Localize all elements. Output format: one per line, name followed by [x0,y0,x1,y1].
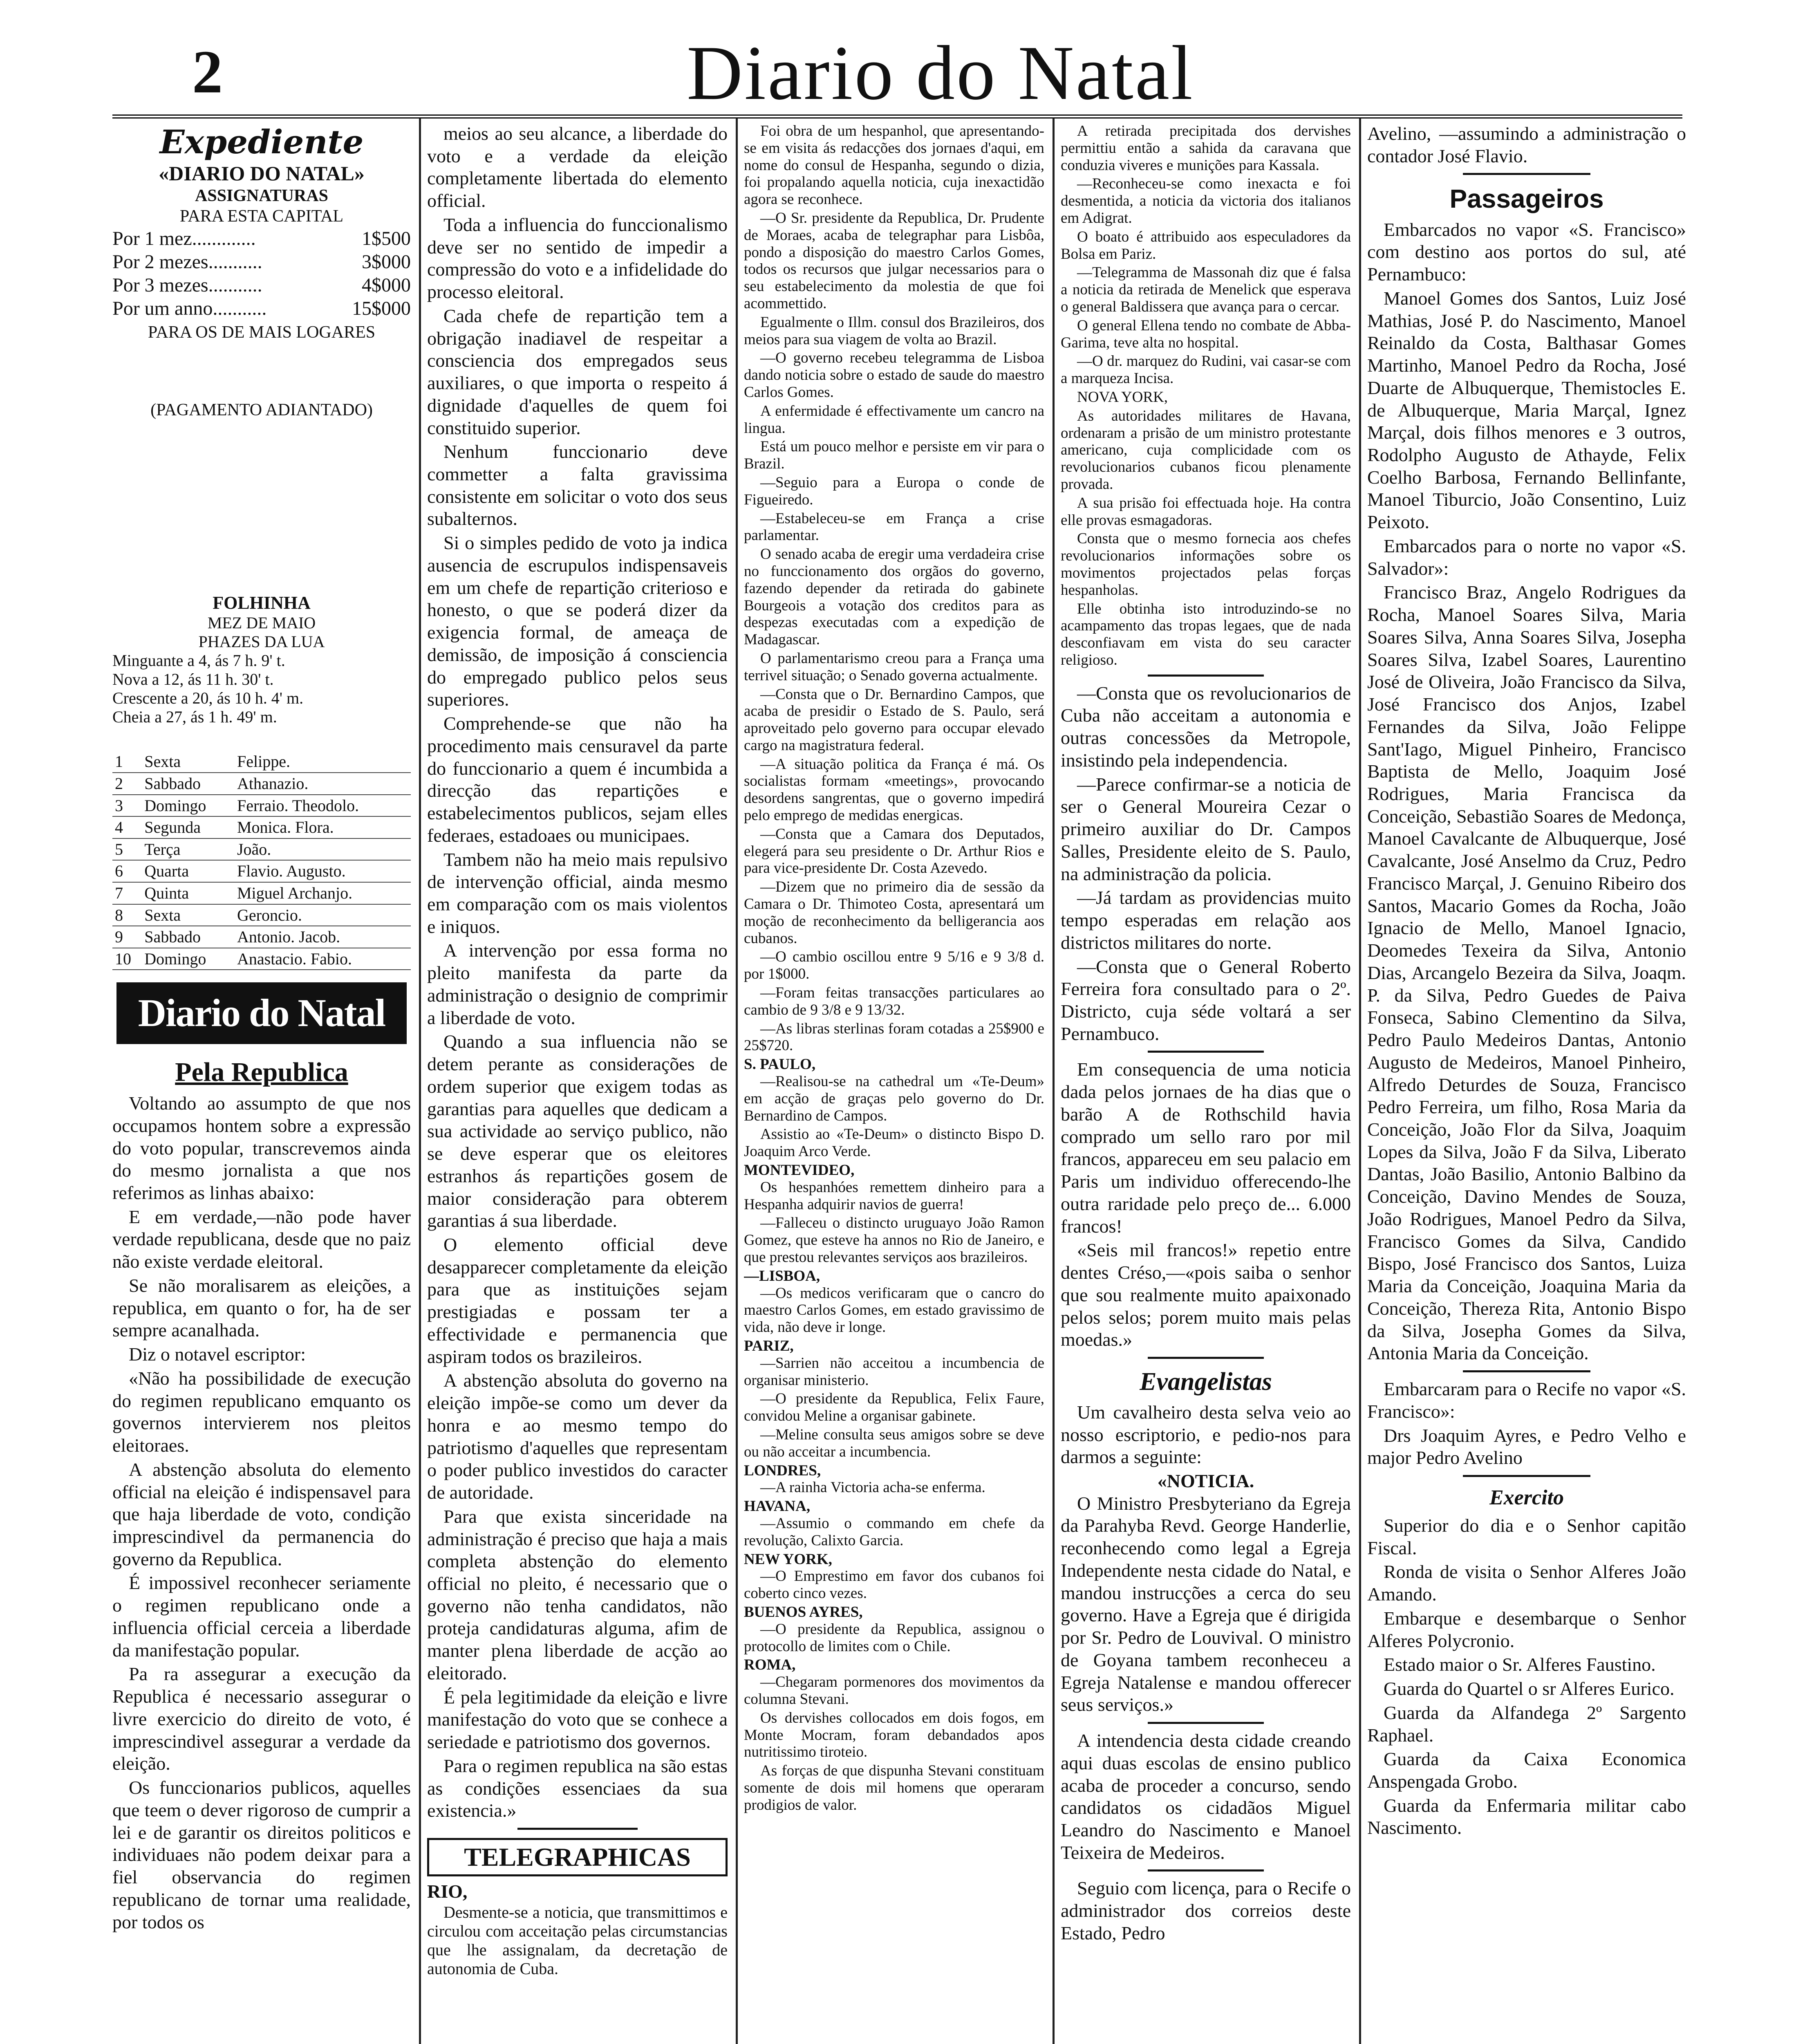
article-paragraph: meios ao seu alcance, a liberdade do voto e a verdade da eleição completamente libertada do elemento official. [427,123,728,211]
assignaturas-label: ASSIGNATURAS [195,186,328,205]
evangelistas-intro: Um cavalheiro desta selva veio ao nosso escriptorio, e pedio-nos para darmos a seguinte: [1061,1401,1351,1468]
exercito-heading: Exercito [1489,1486,1564,1510]
montevideo-text: Os hespanhóes remettem dinheiro para a Hespanha adquirir navios de guerra! [744,1179,1044,1213]
telegram-item: —Reconheceu-se como inexacta e foi desmentida, a noticia da victoria dos italianos em Adigrat. [1061,175,1351,226]
telegram-items [744,123,1044,1054]
calendar-row [112,773,411,795]
telegram-item: Egualmente o Illm. consul dos Brazileiros, dos meios para sua viagem de volta ao Brazil. [744,314,1044,348]
article-paragraph: A intervenção por essa forma no pleito manifesta da parte da administração o designio de comprimir a liberdade de voto. [427,940,728,1028]
passageiros-heading: Passageiros [1449,184,1604,214]
lisboa-text: —Os medicos verificaram que o cancro do maestro Carlos Gomes, em estado gravissimo de vida, não deve ir longe. [744,1284,1044,1336]
telegram-item: —Dizem que no primeiro dia de sessão da Camara o Dr. Thimoteo Costa, apresentará um moção de reconhecimento da belligerancia aos cubanos. [744,879,1044,947]
calendar-cell: Anastacio. Fabio. [235,948,411,970]
price-list [112,227,411,320]
news-item: —Já tardam as providencias muito tempo esperadas em relação aos districtos militares do norte. [1061,887,1351,953]
telegram-item: Elle obtinha isto introduzindo-se no acampamento das tropas legaes, que de nada desconfiavam em vista do seu caracter religioso. [1061,600,1351,668]
telegram-item: —Seguio para a Europa o conde de Figueiredo. [744,474,1044,508]
story-paragraph: «Seis mil francos!» repetio entre dentes Créso,—«pois saiba o senhor que sou realmente muito apaixonado pelos selos; porem muito mais pelas moedas.» [1061,1239,1351,1350]
calendar-cell: Sabbado [142,773,235,795]
calendar-row [112,926,411,948]
telegram-item: A sua prisão foi effectuada hoje. Ha contra elle provas esmagadoras. [1061,494,1351,529]
roma-text3: As forças de que dispunha Stevani constituam somente de dois mil homens que operaram prodigios de valor. [744,1762,1044,1813]
calendar-cell: 8 [112,904,142,926]
column-expediente [112,123,411,2044]
calendar-row [112,860,411,882]
telegram-item: NOVA YORK, [1077,388,1168,406]
moon-phase: Crescente a 20, ás 10 h. 4' m. [112,689,304,708]
article-paragraph: Pa ra assegurar a execução da Republica é necessario assegurar o livre exercicio do direito de voto, é imprescindivel assegurar a verdade da eleição. [112,1663,411,1774]
page-number: 2 [192,38,223,106]
price-value: 4$000 [362,274,411,296]
havana-text: —Assumio o commando em chefe da revolução, Calixto Garcia. [744,1515,1044,1549]
article-paragraph: Toda a influencia do funccionalismo deve ser no sentido de impedir a compressão do voto e a infidelidade do processo eleitoral. [427,214,728,303]
telegram-item: —Telegramma de Massonah diz que é falsa a noticia da retirada de Menelick que esperava o general Baldissera que avança para o cercar. [1061,264,1351,315]
calendar-cell: Felippe. [235,751,411,773]
passageiros-intro2: Embarcados para o norte no vapor «S. Salvador»: [1367,535,1686,579]
price-row [112,227,411,250]
calendar-table [112,751,411,970]
exercito-item: Superior do dia e o Senhor capitão Fiscal. [1367,1515,1686,1558]
moon-phase: Nova a 12, ás 11 h. 30' t. [112,670,274,689]
calendar-cell: Domingo [142,948,235,970]
other-places-label: PARA OS DE MAIS LOGARES [148,323,376,342]
article-body [112,1092,411,1933]
intendencia-text: A intendencia desta cidade creando aqui duas escolas de ensino publico acaba de proceder a concurso, sendo candidatos os cidadãos Miguel Leandro do Nascimento e Manoel Teixeira de Medeiros. [1061,1730,1351,1863]
price-row [112,273,411,297]
article-paragraph: «Não ha possibilidade de execução do regimen republicano emquanto os governos intervierem nos pleitos eleitoraes. [112,1367,411,1456]
story-paragraph: Em consequencia de uma noticia dada pelos jornaes de ha dias que o barão A de Rothschild havia comprado um sello raro por mil francos, appareceu em seu palacio em Paris um individuo offerecendo-lhe outra raridade pelo preço de... 6.000 francos! [1061,1059,1351,1237]
buenos-text: —O presidente da Republica, assignou o protocollo de limites com o Chile. [744,1620,1044,1655]
column-news [1061,123,1351,2044]
calendar-cell: 6 [112,860,142,882]
calendar-cell: Athanazio. [235,773,411,795]
calendar-cell: João. [235,838,411,861]
column-article [427,123,728,2044]
month-label: MEZ DE MAIO [207,614,316,632]
price-label: Por um anno........... [112,297,267,319]
telegram-item: Foi obra de um hespanhol, que apresentando-se em visita ás redacções dos jornaes d'aqui, em nome do consul de Hespanha, segundo o dizia, foi propalando aquella noticia, cuja inexactidão agora se reconhece. [744,123,1044,208]
telegram-item: As autoridades militares de Havana, ordenaram a prisão de um ministro protestante americano, cuja complicidade com os revolucionarios cubanos ficou plenamente provada. [1061,407,1351,493]
article-paragraph: A abstenção absoluta do governo na eleição impõe-se como um dever da honra e ao mesmo tempo do patriotismo d'aquelles que representam o poder publico investidos do caracter de autoridade. [427,1370,728,1503]
moon-phases [112,651,411,726]
calendar-cell: Monica. Flora. [235,816,411,838]
pariz-text: —Sarrien não acceitou a incumbencia de organisar ministerio. [744,1354,1044,1389]
news-item: —Consta que o General Roberto Ferreira fora consultado para o 2º. Districto, cuja séde voltará a ser Pernambuco. [1061,956,1351,1044]
article-paragraph: É pela legitimidade da eleição e livre manifestação do voto que se conhece a seriedade e patriotismo dos governos. [427,1686,728,1753]
exercito-item: Guarda da Caixa Economica Anspengada Grobo. [1367,1748,1686,1792]
passageiros-intro: Embarcados no vapor «S. Francisco» com destino aos portos do sul, até Pernambuco: [1367,219,1686,285]
telegram-item: Consta que o mesmo fornecia aos chefes revolucionarios informações sobre os movimentos projectados pelas forças hespanholas. [1061,530,1351,598]
calendar-cell: Terça [142,838,235,861]
calendar-cell: 2 [112,773,142,795]
masthead-title: Diario do Natal [687,30,1194,116]
column-divider [736,119,738,2044]
calendar-cell: Flavio. Augusto. [235,860,411,882]
calendar-cell: 4 [112,816,142,838]
buenos-label: BUENOS AYRES, [744,1603,863,1620]
spaulo-label: S. PAULO, [744,1056,816,1073]
havana-label: HAVANA, [744,1498,811,1515]
calendar-cell: Domingo [142,795,235,817]
price-row [112,250,411,273]
folhinha-label: FOLHINHA [213,593,311,613]
calendar-cell: 3 [112,795,142,817]
telegraph-heading: TELEGRAPHICAS [427,1838,728,1876]
lead-text: Avelino, —assumindo a administração o contador José Flavio. [1367,123,1686,166]
article-paragraph: É impossivel reconhecer seriamente o regimen republicano onde a influencia official cerceia a liberdade da manifestação popular. [112,1572,411,1661]
calendar-row [112,816,411,838]
telegram-item: —As libras sterlinas foram cotadas a 25$900 e 25$720. [744,1020,1044,1054]
roma-label: ROMA, [744,1656,796,1674]
column-divider [1053,119,1055,2044]
news-items [1061,682,1351,1045]
calendar-cell: 7 [112,882,142,904]
exercito-item: Guarda da Alfandega 2º Sargento Raphael. [1367,1702,1686,1746]
calendar-cell: Miguel Archanjo. [235,882,411,904]
calendar-cell: Sabbado [142,926,235,948]
news-item: —Consta que os revolucionarios de Cuba não acceitam a autonomia e outras concessões da Metropole, insistindo pela independencia. [1061,682,1351,771]
article-title: Pela Republica [175,1057,348,1087]
article-paragraph: Voltando ao assumpto de que nos occupamos hontem sobre a expressão do voto popular, transcrevemos ainda do mesmo jornalista a que nos referimos as linhas abaixo: [112,1093,411,1203]
calendar-cell: Antonio. Jacob. [235,926,411,948]
article-paragraph: Diz o notavel escriptor: [129,1344,306,1365]
spaulo-text: —Realisou-se na cathedral um «Te-Deum» em acção de graças pelo governo do Dr. Bernardino de Campos. [744,1073,1044,1124]
article-paragraph: Tambem não ha meio mais repulsivo de intervenção official, ainda mesmo em comparação com os mais violentos e iniquos. [427,849,728,937]
article-paragraph: O elemento official deve desapparecer completamente da eleição para que as instituições sejam prestigiadas e possam ter a effectividade e permanencia que aspiram todos os brazileiros. [427,1234,728,1367]
telegram-item: —O dr. marquez do Rudini, vai casar-se com a marqueza Incisa. [1061,353,1351,387]
article-paragraph: Cada chefe de repartição tem a obrigação inadiavel de respeitar a consciencia dos empregados seus auxiliares, o que importa o respeito á dignidade d'aquelles de quem foi constituido superior. [427,305,728,438]
telegram-item: Está um pouco melhor e persiste em vir para o Brazil. [744,438,1044,473]
calendar-cell: Segunda [142,816,235,838]
calendar-cell: Sexta [142,904,235,926]
calendar-row [112,838,411,861]
price-value: 1$500 [362,227,411,249]
expediente-heading: Expediente [159,123,364,161]
article-paragraph: Para que exista sinceridade na administração é preciso que haja a mais completa abstenção do elemento official no pleito, é necessario que o governo não tenha candidatos, não proteja candidaturas alguma, afim de manter plena liberdade de acção ao eleitorado. [427,1506,728,1683]
column-divider [1359,119,1361,2044]
telegram-item: O general Ellena tendo no combate de Abba-Garima, teve alta no hospital. [1061,317,1351,351]
article-paragraph: Os funccionarios publicos, aquelles que teem o dever rigoroso de cumprir a lei e de garantir os direitos politicos e individuaes não podem deixar para a fiel observancia do regimen republicano de tornar uma realidade, por todos os [112,1777,411,1932]
calendar-row [112,948,411,970]
exercito-item: Estado maior o Sr. Alferes Faustino. [1384,1654,1656,1675]
column-passengers [1367,123,1686,2044]
calendar-row [112,882,411,904]
telegram-item: —O governo recebeu telegramma de Lisboa dando noticia sobre o estado de saude do maestro Carlos Gomes. [744,350,1044,401]
exercito-item: Guarda do Quartel o sr Alferes Eurico. [1384,1678,1675,1699]
price-row [112,297,411,320]
calendar-row [112,751,411,773]
lisboa-label: —LISBOA, [744,1267,820,1284]
pariz-label: PARIZ, [744,1337,794,1354]
price-label: Por 3 mezes........... [112,274,262,296]
article-paragraph: A abstenção absoluta do elemento official na eleição é indispensavel para que haja liberdade de voto, condição imprescindivel da permanencia do governo da Republica. [112,1459,411,1569]
licenca-text: Seguio com licença, para o Recife o administrador dos correios deste Estado, Pedro [1061,1878,1351,1943]
noticia-text: O Ministro Presbyteriano da Egreja da Parahyba Revd. George Handerlie, reconhecendo como legal a Egreja Independente nesta cidade do Natal, e mandou instrucções a cerca do seu governo. Have a Egreja que é dirigida por Sr. Pedro de Louvival. O ministro de Goyana tambem reconheceu a Egreja Natalense e mandou offerecer seus serviços.» [1061,1493,1351,1715]
exercito-item: Ronda de visita o Senhor Alferes João Amando. [1367,1561,1686,1605]
price-value: 3$000 [362,251,411,273]
calendar-row [112,795,411,817]
montevideo-label: MONTEVIDEO, [744,1162,855,1179]
telegram-item: —Consta que o Dr. Bernardino Campos, que acaba de presidir o Estado de S. Paulo, será aproveitado pelo governo para occupar elevado cargo na magistratura federal. [744,686,1044,754]
moon-phase: Cheia a 27, ás 1 h. 49' m. [112,708,277,726]
calendar-cell: 9 [112,926,142,948]
telegram-item: —Consta que a Camara dos Deputados, elegerá para seu presidente o Dr. Arthur Rios e para vice-presidente Dr. Costa Azevedo. [744,825,1044,877]
calendar-cell: Ferraio. Theodolo. [235,795,411,817]
telegram-item: —O cambio oscillou entre 9 5/16 e 9 3/8 d. por 1$000. [744,948,1044,983]
article-paragraph: Nenhum funccionario deve commetter a falta gravissima consistente em solicitar o voto dos seus subalternos. [427,441,728,529]
capital-label: PARA ESTA CAPITAL [179,206,344,226]
moon-phase: Minguante a 4, ás 7 h. 9' t. [112,651,285,670]
pariz-text3: —Meline consulta seus amigos sobre se deve ou não acceitar a incumbencia. [744,1426,1044,1460]
article-paragraph: E em verdade,—não pode haver verdade republicana, desde que no paiz não existe verdade eleitoral. [112,1206,411,1272]
telegram-item: —Foram feitas transacções particulares ao cambio de 9 3/8 e 9 13/32. [744,984,1044,1018]
top-rule [112,114,1682,119]
news-item: —Parece confirmar-se a noticia de ser o General Moureira Cezar o primeiro auxiliar do Dr. Campos Salles, Presidente eleito de S. Paulo, na administração da policia. [1061,773,1351,884]
rio-label: RIO, [427,1881,468,1902]
column-divider [419,119,421,2044]
passageiros-list3: Drs Joaquim Ayres, e Pedro Velho e major Pedro Avelino [1367,1425,1686,1468]
evangelistas-heading: Evangelistas [1140,1368,1272,1396]
telegram-item: —O Sr. presidente da Republica, Dr. Prudente de Moraes, acaba de telegraphar para Lisbôa, pondo a disposição do maestro Carlos Gomes, todos os recursos que julgar necessarios para o seu estabelecimento da molestia de que foi acommettido. [744,209,1044,312]
calendar-cell: Quinta [142,882,235,904]
news-telegrams [1061,123,1351,669]
calendar-cell: Geroncio. [235,904,411,926]
price-label: Por 1 mez............. [112,227,256,249]
article-continuation [427,123,728,1822]
column-telegrams [744,123,1044,2044]
illegible-region [112,421,411,592]
calendar-cell: 1 [112,751,142,773]
calendar-cell: Quarta [142,860,235,882]
article-paragraph: Para o regimen republica na são estas as condições essenciaes da sua existencia.» [427,1755,728,1821]
telegram-item: O parlamentarismo creou para a França uma terrivel situação; o Senado governa actualmente. [744,650,1044,684]
roma-text: —Chegaram pormenores dos movimentos da columna Stevani. [744,1674,1044,1708]
telegram-item: A retirada precipitada dos dervishes permittiu então a sahida da caravana que conduzia viveres e munições para Kassala. [1061,123,1351,174]
telegram-item: O boato é attribuido aos especuladores da Bolsa em Pariz. [1061,228,1351,262]
payment-label: (PAGAMENTO ADIANTADO) [150,401,373,420]
telegram-item: O senado acaba de eregir uma verdadeira crise no funccionamento dos orgãos do governo, fazendo depender da retirada do gabinete Bourgeois a votação dos creditos para as despezas executadas com a expedição de Madagascar. [744,546,1044,648]
article-paragraph: Si o simples pedido de voto ja indica ausencia de escrupulos indispensaveis em um chefe de repartição criterioso e honesto, o que se poderá dizer da exigencia formal, de ameaça de demissão, de imposição á consciencia do empregado publico pelos seus superiores. [427,532,728,710]
story-items [1061,1058,1351,1351]
calendar-cell: 10 [112,948,142,970]
price-value: 15$000 [352,297,411,319]
phases-heading: PHAZES DA LUA [198,632,325,651]
pariz-text2: —O presidente da Republica, Felix Faure, convidou Meline a organisar gabinete. [744,1390,1044,1425]
telegram-item: —Estabeleceu-se em França a crise parlamentar. [744,510,1044,544]
spaulo-text2: Assistio ao «Te-Deum» o distincto Bispo D. Joaquim Arco Verde. [744,1126,1044,1160]
noticia-label: «NOTICIA. [1157,1470,1254,1491]
calendar-cell: 5 [112,838,142,861]
telegram-item: —A situação politica da França é má. Os socialistas formam «meetings», provocando desordens sangrentas, que o governo impedirá pelo emprego de medidas energicas. [744,755,1044,824]
exercito-list [1367,1515,1686,1839]
montevideo-text2: —Falleceu o distincto uruguayo João Ramon Gomez, que esteve ha annos no Rio de Janeiro, e que prestou relevantes serviços aos brazileiros. [744,1215,1044,1266]
price-label: Por 2 mezes........... [112,251,262,273]
diario-logo: Diario do Natal [116,982,407,1044]
passageiros-list1: Manoel Gomes dos Santos, Luiz José Mathias, José P. do Nascimento, Manoel Reinaldo da Costa, Balthasar Gomes Martinho, Manoel Pedro da Rocha, José Duarte de Albuquerque, Themistocles E. de Albuquerque, Maria Marçal, Ignez Marçal, dois filhos menores e 3 outros, Rodolpho Augusto de Athayde, Felix Coelho Barbosa, Fernando Bellinfante, Manoel Tiburcio, João Consentino, Luiz Peixoto. [1367,287,1686,533]
newyork-text: —O Emprestimo em favor dos cubanos foi coberto cinco vezes. [744,1568,1044,1602]
passageiros-intro3: Embarcaram para o Recife no vapor «S. Francisco»: [1367,1378,1686,1422]
calendar-cell: Sexta [142,751,235,773]
calendar-row [112,904,411,926]
exercito-item: Guarda da Enfermaria militar cabo Nascimento. [1367,1795,1686,1838]
londres-text: —A rainha Victoria acha-se enferma. [760,1479,985,1496]
roma-text2: Os dervishes collocados em dois fogos, em Monte Mocram, foram debandados apos nutritissimo tiroteio. [744,1709,1044,1761]
rio-text: Desmente-se a noticia, que transmittimos e circulou com acceitação pelas circumstancias que lhe assignalam, da decretação de autonomia de Cuba. [427,1903,728,1978]
exercito-item: Embarque e desembarque o Senhor Alferes Polycronio. [1367,1607,1686,1651]
telegram-item: A enfermidade é effectivamente um cancro na lingua. [744,402,1044,437]
article-paragraph: Se não moralisarem as eleições, a republica, em quanto o for, ha de ser sempre acanalhada. [112,1275,411,1341]
expediente-sub: «DIARIO DO NATAL» [159,162,365,185]
passageiros-list2: Francisco Braz, Angelo Rodrigues da Rocha, Manoel Soares Silva, Maria Soares Silva, Anna Soares Silva, Josepha Soares Silva, Izabel Soares, Laurentino José de Oliveira, João Francisco da Silva, José Francisco dos Anjos, Izabel Fernandes da Silva, João Felippe Sant'Iago, Miguel Pinheiro, Francisco Baptista de Mello, Joaquim José Rodrigues, Maria Francisca da Conceição, Sebastião Soares de Medonça, Manoel Cavalcante de Albuquerque, José Cavalcante, José Anselmo da Cruz, Pedro Francisco Marçal, J. Genuino Ribeiro dos Santos, Macario Gomes da Rocha, João Ignacio de Mello, Manoel Ignacio, Deomedes Texeira da Silva, Antonio Dias, Arcangelo Bezeira da Silva, Joaqm. P. da Silva, Pedro Guedes de Paiva Fonseca, Sabino Clementino da Silva, Pedro Paulo Medeiros Dantas, Antonio Augusto de Medeiros, Manoel Pinheiro, Alfredo Deturdes de Souza, Francisco Pedro Ferreira, um filho, Rosa Maria da Conceição, João Flor da Silva, Joaquim Lopes da Silva, João F da Silva, Liberato Dantas, João Basilio, Antonio Balbino da Conceição, Davino Mendes de Souza, João Rodrigues, Manoel Pedro da Silva, Francisco Gomes da Silva, Candido Bispo, José Francisco dos Santos, Luiza Maria da Conceição, Joaquina Maria da Conceição, Thereza Rita, Antonio Bispo da Silva, Josepha Gomes da Silva, Antonia Maria da Conceição. [1367,582,1686,1364]
londres-label: LONDRES, [744,1462,821,1479]
newyork-label: NEW YORK, [744,1551,832,1568]
article-paragraph: Comprehende-se que não ha procedimento mais censuravel da parte do funccionario a quem é incumbida a direcção das repartições e estabelecimentos publicos, sejam elles federaes, estadoaes ou municipaes. [427,713,728,846]
article-paragraph: Quando a sua influencia não se detem perante as considerações de ordem superior que exigem todas as garantias para aquelles que dedicam a sua actividade ao serviço publico, não se deve esperar que os eleitores estranhos ás repartições gosem de maior consideração para obterem garantias á sua liberdade. [427,1031,728,1231]
